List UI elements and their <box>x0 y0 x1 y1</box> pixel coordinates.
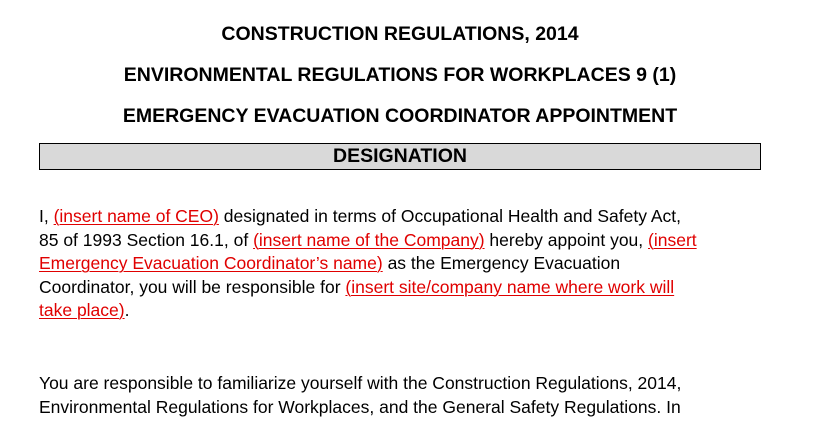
placeholder-company-name: (insert name of the Company) <box>253 229 485 250</box>
text-segment: . <box>124 300 130 320</box>
placeholder-site-name: (insert site/company name where work will <box>345 276 675 297</box>
appointment-paragraph <box>39 205 779 323</box>
placeholder-coordinator-name-cont: Emergency Evacuation Coordinator’s name) <box>39 253 383 273</box>
paragraph-line <box>39 252 779 276</box>
placeholder-ceo-name: (insert name of CEO) <box>53 206 219 226</box>
heading-construction-regulations: CONSTRUCTION REGULATIONS, 2014 <box>221 23 579 45</box>
paragraph-line: You are responsible to familiarize yourself with the Construction Regulations, 2014, <box>39 373 682 393</box>
text-segment: hereby appoint you, <box>484 229 649 250</box>
paragraph-line <box>39 276 779 300</box>
responsibility-paragraph <box>39 372 779 419</box>
placeholder-site-name-cont: take place) <box>39 300 125 320</box>
heading-evacuation-coordinator-appointment: EMERGENCY EVACUATION COORDINATOR APPOINTMENT <box>122 105 678 127</box>
paragraph-line: Environmental Regulations for Workplaces, and the General Safety Regulations. In <box>39 396 681 417</box>
text-segment: designated in terms of Occupational Health and Safety Act, <box>218 206 681 226</box>
designation-banner: DESIGNATION <box>39 143 761 170</box>
text-segment: 85 of 1993 Section 16.1, of <box>39 229 254 250</box>
placeholder-coordinator-name: (insert <box>648 229 697 250</box>
text-segment: Coordinator, you will be responsible for <box>39 276 346 297</box>
paragraph-line <box>39 229 779 253</box>
paragraph-line <box>39 205 779 229</box>
text-segment: as the Emergency Evacuation <box>382 253 621 273</box>
paragraph-line <box>39 299 779 323</box>
text-segment: I, <box>39 206 54 226</box>
heading-environmental-regulations: ENVIRONMENTAL REGULATIONS FOR WORKPLACES 9 (1) <box>123 64 677 86</box>
